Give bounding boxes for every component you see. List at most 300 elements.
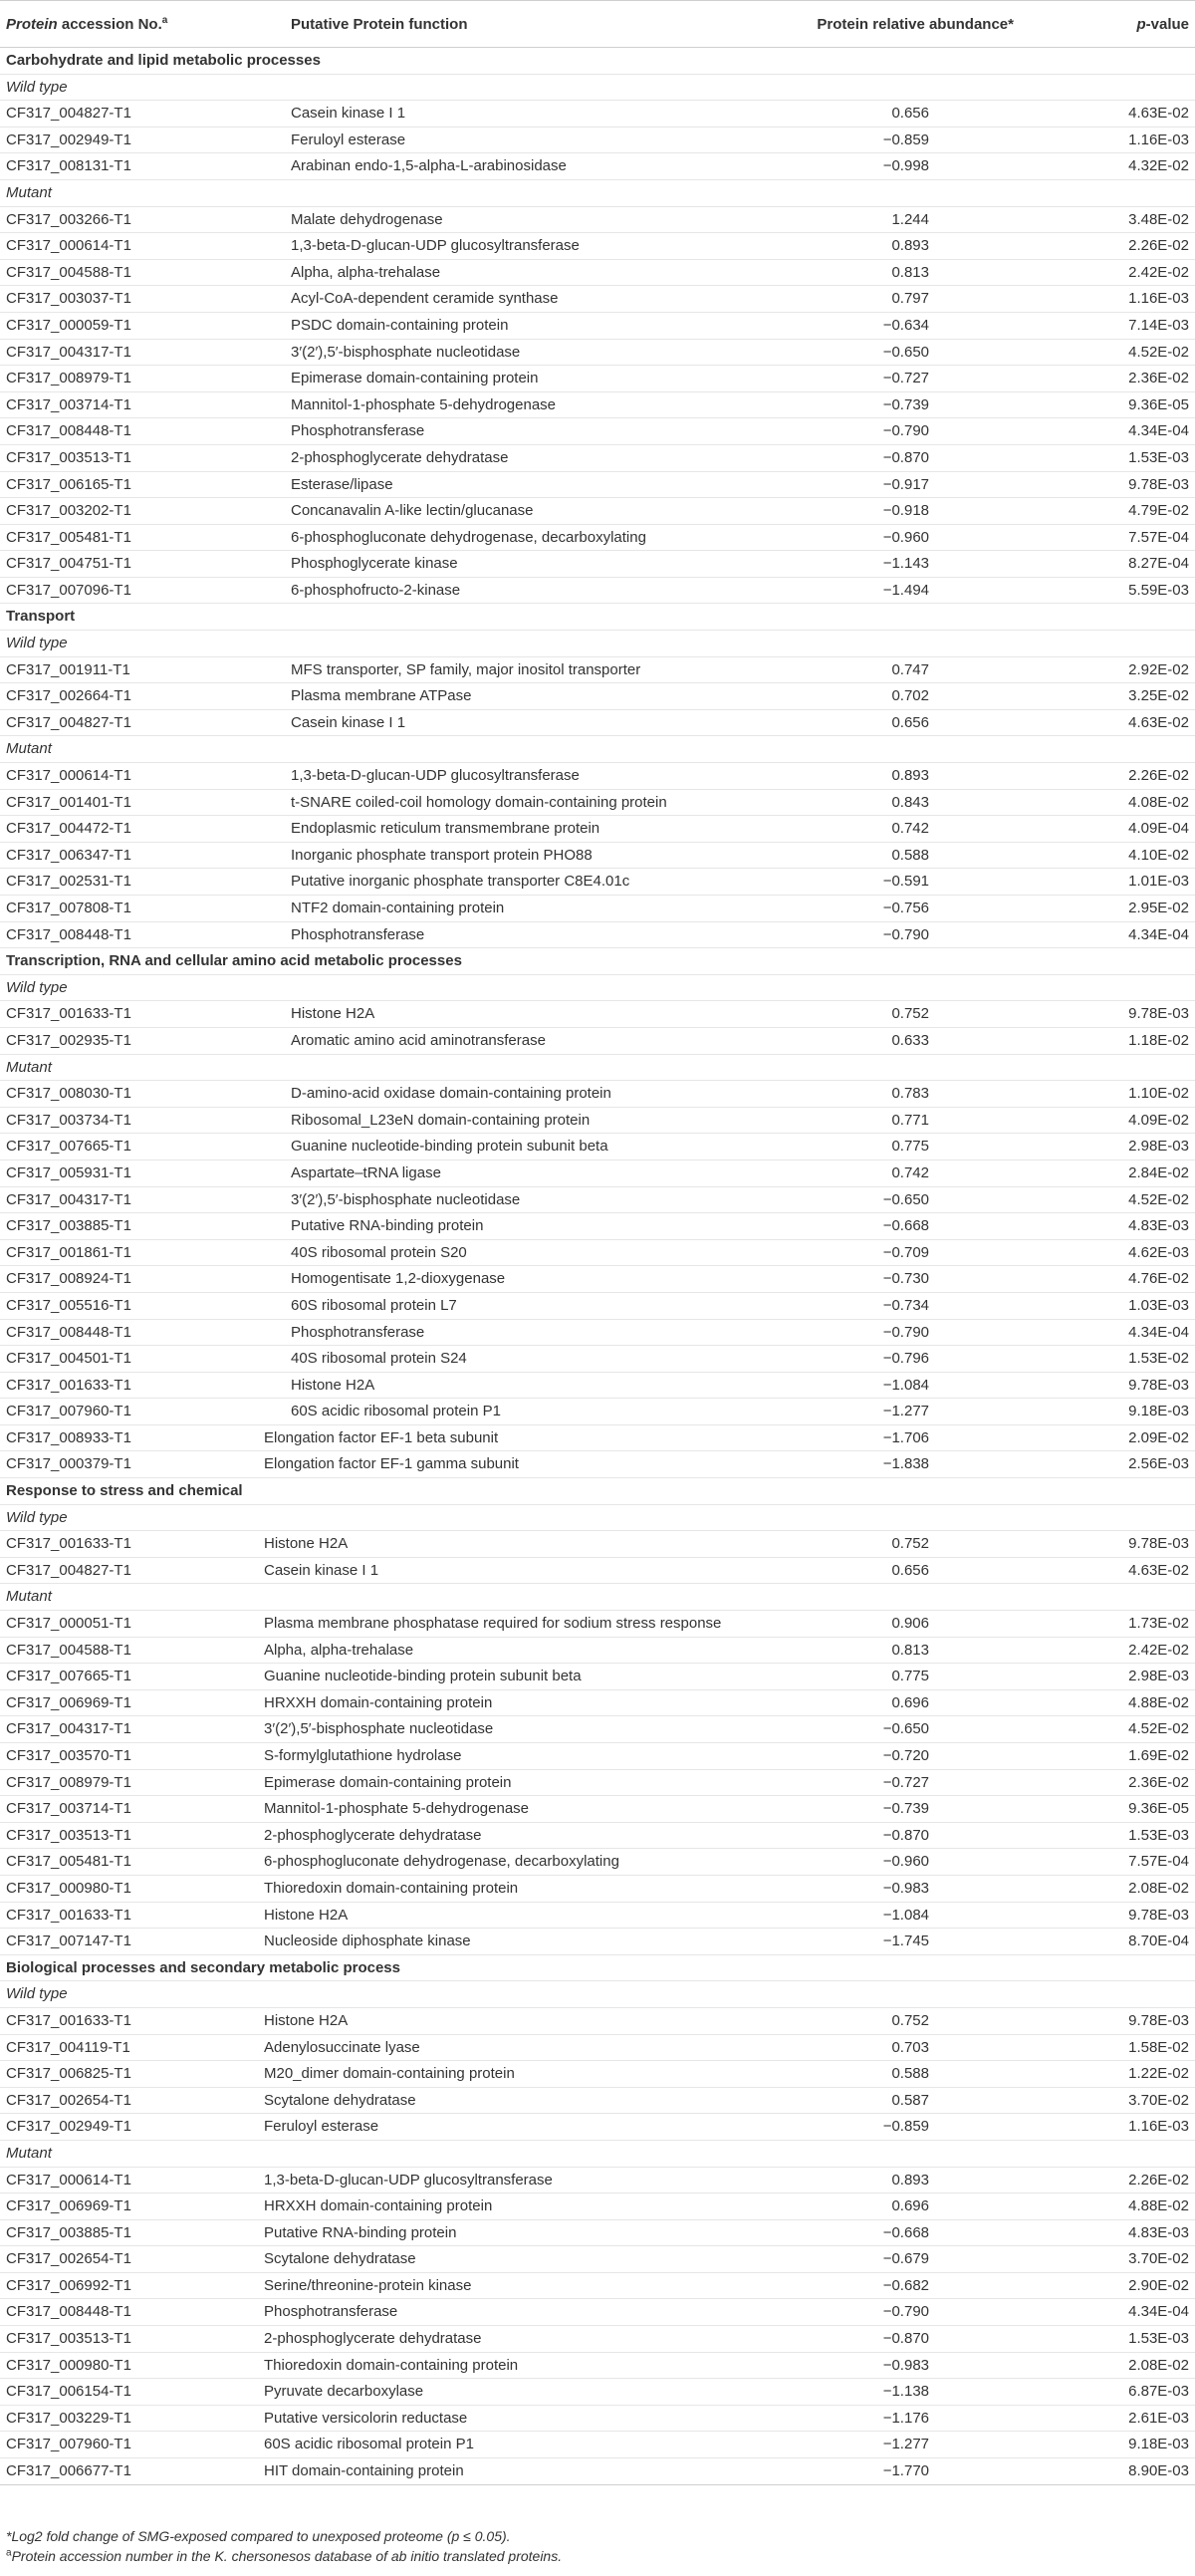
cell-accession: CF317_007960-T1 xyxy=(6,1403,131,1420)
cell-abundance: −0.870 xyxy=(882,1826,929,1844)
table-row xyxy=(0,551,1195,578)
cell-pvalue: 4.08E-02 xyxy=(1128,793,1189,811)
cell-pvalue: 4.88E-02 xyxy=(1128,2197,1189,2215)
cell-pvalue: 4.34E-04 xyxy=(1128,1323,1189,1341)
cell-function: Concanavalin A-like lectin/glucanase xyxy=(291,502,534,520)
table-row xyxy=(0,1399,1195,1425)
cell-abundance: −0.634 xyxy=(882,316,929,334)
cell-function: M20_dimer domain-containing protein xyxy=(264,2065,515,2083)
cell-pvalue: 9.78E-03 xyxy=(1128,1906,1189,1924)
cell-abundance: 0.893 xyxy=(891,767,929,785)
cell-abundance: 0.656 xyxy=(891,105,929,123)
cell-pvalue: 4.63E-02 xyxy=(1128,713,1189,731)
cell-function: Scytalone dehydratase xyxy=(264,2250,416,2268)
cell-function: Arabinan endo-1,5-alpha-L-arabinosidase xyxy=(291,157,567,175)
category-title: Transport xyxy=(6,608,76,626)
table-row xyxy=(0,313,1195,340)
cell-pvalue: 4.34E-04 xyxy=(1128,2303,1189,2321)
cell-abundance: 0.588 xyxy=(891,846,929,864)
cell-abundance: −0.668 xyxy=(882,2223,929,2241)
cell-function: Feruloyl esterase xyxy=(264,2118,379,2136)
cell-pvalue: 2.09E-02 xyxy=(1128,1428,1189,1446)
cell-pvalue: 7.57E-04 xyxy=(1128,1853,1189,1871)
cell-abundance: 0.906 xyxy=(891,1615,929,1633)
cell-pvalue: 2.42E-02 xyxy=(1128,1641,1189,1659)
cell-abundance: −0.983 xyxy=(882,2356,929,2374)
table-row xyxy=(0,472,1195,499)
cell-function: 1,3-beta-D-glucan-UDP glucosyltransferase xyxy=(291,237,580,255)
cell-abundance: 0.703 xyxy=(891,2038,929,2056)
cell-abundance: 0.633 xyxy=(891,1031,929,1049)
cell-pvalue: 4.09E-02 xyxy=(1128,1111,1189,1129)
cell-abundance: 0.752 xyxy=(891,2011,929,2029)
footnote-a: $^a$Protein accession number in the K. chersonesos database of ab initio translated proteins. xyxy=(6,2547,563,2564)
cell-abundance: −0.739 xyxy=(882,1800,929,1818)
cell-pvalue: 4.63E-02 xyxy=(1128,105,1189,123)
table-row xyxy=(0,1240,1195,1267)
category-title: Carbohydrate and lipid metabolic processes xyxy=(6,52,321,69)
cell-function: Serine/threonine-protein kinase xyxy=(264,2276,472,2294)
cell-abundance: −0.720 xyxy=(882,1747,929,1764)
cell-abundance: 0.752 xyxy=(891,1535,929,1553)
cell-abundance: 0.771 xyxy=(891,1111,929,1129)
cell-abundance: 0.783 xyxy=(891,1085,929,1103)
table-row xyxy=(0,1611,1195,1638)
cell-abundance: −0.960 xyxy=(882,528,929,546)
cell-accession: CF317_008448-T1 xyxy=(6,1323,131,1341)
cell-pvalue: 3.25E-02 xyxy=(1128,687,1189,705)
cell-abundance: −0.790 xyxy=(882,925,929,943)
cell-function: Aspartate–tRNA ligase xyxy=(291,1163,441,1181)
cell-accession: CF317_001861-T1 xyxy=(6,1243,131,1261)
cell-accession: CF317_000614-T1 xyxy=(6,237,131,255)
cell-pvalue: 2.92E-02 xyxy=(1128,660,1189,678)
cell-abundance: 0.775 xyxy=(891,1668,929,1685)
table-row xyxy=(0,763,1195,790)
cell-accession: CF317_008448-T1 xyxy=(6,925,131,943)
cell-abundance: 1.244 xyxy=(891,210,929,228)
cell-accession: CF317_007960-T1 xyxy=(6,2436,131,2453)
table-row xyxy=(0,710,1195,737)
cell-accession: CF317_006825-T1 xyxy=(6,2065,131,2083)
table-row xyxy=(0,1108,1195,1135)
cell-abundance: −1.143 xyxy=(882,555,929,573)
table-header-row xyxy=(0,0,1195,48)
table-row xyxy=(0,1028,1195,1055)
cell-pvalue: 8.70E-04 xyxy=(1128,1932,1189,1950)
cell-abundance: −0.727 xyxy=(882,1773,929,1791)
cell-function: Feruloyl esterase xyxy=(291,130,406,148)
cell-pvalue: 9.78E-03 xyxy=(1128,1376,1189,1394)
cell-accession: CF317_000379-T1 xyxy=(6,1455,131,1473)
cell-function: Putative RNA-binding protein xyxy=(264,2223,457,2241)
group-label-row xyxy=(0,736,1195,763)
cell-function: 2-phosphoglycerate dehydratase xyxy=(291,448,509,466)
cell-accession: CF317_008030-T1 xyxy=(6,1085,131,1103)
table-row xyxy=(0,153,1195,180)
cell-pvalue: 1.16E-03 xyxy=(1128,290,1189,308)
cell-accession: CF317_003202-T1 xyxy=(6,502,131,520)
table-row xyxy=(0,1531,1195,1558)
cell-abundance: 0.742 xyxy=(891,1163,929,1181)
cell-function: Histone H2A xyxy=(264,1535,349,1553)
cell-function: Elongation factor EF-1 gamma subunit xyxy=(264,1455,519,1473)
cell-function: 3′(2′),5′-bisphosphate nucleotidase xyxy=(264,1720,494,1738)
cell-accession: CF317_007096-T1 xyxy=(6,581,131,599)
table-row xyxy=(0,445,1195,472)
cell-accession: CF317_001633-T1 xyxy=(6,1376,131,1394)
cell-abundance: −0.998 xyxy=(882,157,929,175)
cell-pvalue: 7.57E-04 xyxy=(1128,528,1189,546)
table-row xyxy=(0,1876,1195,1903)
cell-pvalue: 1.18E-02 xyxy=(1128,1031,1189,1049)
cell-abundance: −0.709 xyxy=(882,1243,929,1261)
cell-function: 1,3-beta-D-glucan-UDP glucosyltransferase xyxy=(264,2171,553,2189)
cell-pvalue: 1.53E-03 xyxy=(1128,448,1189,466)
cell-accession: CF317_004317-T1 xyxy=(6,343,131,361)
table-row xyxy=(0,1081,1195,1108)
table-row xyxy=(0,2458,1195,2485)
table-row xyxy=(0,1638,1195,1665)
cell-abundance: −0.918 xyxy=(882,502,929,520)
cell-abundance: −0.650 xyxy=(882,343,929,361)
cell-accession: CF317_002949-T1 xyxy=(6,130,131,148)
table-row xyxy=(0,790,1195,817)
group-label: Mutant xyxy=(6,2144,52,2162)
cell-accession: CF317_003229-T1 xyxy=(6,2409,131,2427)
table-row xyxy=(0,2114,1195,2141)
cell-accession: CF317_002664-T1 xyxy=(6,687,131,705)
cell-pvalue: 1.73E-02 xyxy=(1128,1615,1189,1633)
cell-function: 60S acidic ribosomal protein P1 xyxy=(264,2436,474,2453)
cell-abundance: −1.138 xyxy=(882,2383,929,2401)
cell-pvalue: 1.53E-02 xyxy=(1128,1350,1189,1368)
cell-function: Phosphoglycerate kinase xyxy=(291,555,458,573)
cell-accession: CF317_007147-T1 xyxy=(6,1932,131,1950)
table-row xyxy=(0,525,1195,552)
cell-accession: CF317_000059-T1 xyxy=(6,316,131,334)
cell-function: Malate dehydrogenase xyxy=(291,210,443,228)
cell-abundance: −0.682 xyxy=(882,2276,929,2294)
cell-abundance: −0.668 xyxy=(882,1217,929,1235)
cell-accession: CF317_008979-T1 xyxy=(6,370,131,387)
cell-pvalue: 4.34E-04 xyxy=(1128,422,1189,440)
cell-abundance: 0.587 xyxy=(891,2091,929,2109)
cell-function: 60S ribosomal protein L7 xyxy=(291,1296,457,1314)
cell-abundance: −0.790 xyxy=(882,422,929,440)
cell-accession: CF317_001633-T1 xyxy=(6,1005,131,1023)
cell-pvalue: 2.56E-03 xyxy=(1128,1455,1189,1473)
cell-function: NTF2 domain-containing protein xyxy=(291,900,505,916)
cell-abundance: 0.843 xyxy=(891,793,929,811)
cell-accession: CF317_006347-T1 xyxy=(6,846,131,864)
table-row xyxy=(0,392,1195,419)
cell-abundance: −1.277 xyxy=(882,1403,929,1420)
cell-pvalue: 2.61E-03 xyxy=(1128,2409,1189,2427)
cell-pvalue: 4.32E-02 xyxy=(1128,157,1189,175)
table-row xyxy=(0,816,1195,843)
table-row xyxy=(0,498,1195,525)
table-row xyxy=(0,418,1195,445)
cell-accession: CF317_003714-T1 xyxy=(6,395,131,413)
cell-abundance: −1.277 xyxy=(882,2436,929,2453)
cell-accession: CF317_006165-T1 xyxy=(6,475,131,493)
cell-function: Phosphotransferase xyxy=(264,2303,398,2321)
cell-pvalue: 2.98E-03 xyxy=(1128,1138,1189,1156)
cell-accession: CF317_002949-T1 xyxy=(6,2118,131,2136)
cell-function: Histone H2A xyxy=(264,1906,349,1924)
cell-function: Histone H2A xyxy=(291,1005,375,1023)
cell-function: Phosphotransferase xyxy=(291,1323,425,1341)
table-row xyxy=(0,366,1195,392)
cell-accession: CF317_000980-T1 xyxy=(6,1879,131,1897)
cell-abundance: 0.747 xyxy=(891,660,929,678)
cell-function: 6-phosphogluconate dehydrogenase, decarboxylating xyxy=(291,528,646,546)
cell-abundance: −0.859 xyxy=(882,130,929,148)
cell-accession: CF317_000614-T1 xyxy=(6,767,131,785)
cell-accession: CF317_004588-T1 xyxy=(6,263,131,281)
cell-abundance: −1.745 xyxy=(882,1932,929,1950)
cell-pvalue: 5.59E-03 xyxy=(1128,581,1189,599)
cell-pvalue: 1.10E-02 xyxy=(1128,1085,1189,1103)
table-row xyxy=(0,843,1195,870)
table-row xyxy=(0,1796,1195,1823)
table-row xyxy=(0,2326,1195,2353)
group-label-row xyxy=(0,1981,1195,2008)
cell-abundance: −0.730 xyxy=(882,1270,929,1288)
cell-pvalue: 8.27E-04 xyxy=(1128,555,1189,573)
cell-pvalue: 9.36E-05 xyxy=(1128,1800,1189,1818)
header-pvalue: p-value xyxy=(1136,16,1189,33)
cell-accession: CF317_002654-T1 xyxy=(6,2091,131,2109)
group-label: Mutant xyxy=(6,1588,52,1606)
cell-abundance: 0.656 xyxy=(891,713,929,731)
cell-accession: CF317_005516-T1 xyxy=(6,1296,131,1314)
cell-accession: CF317_008448-T1 xyxy=(6,2303,131,2321)
category-row xyxy=(0,604,1195,631)
cell-abundance: 0.702 xyxy=(891,687,929,705)
table-row xyxy=(0,1451,1195,1478)
table-row xyxy=(0,1266,1195,1293)
cell-function: Phosphotransferase xyxy=(291,925,425,943)
table-row xyxy=(0,207,1195,234)
table-row xyxy=(0,128,1195,154)
table-row xyxy=(0,2193,1195,2220)
cell-pvalue: 9.36E-05 xyxy=(1128,395,1189,413)
cell-abundance: −0.650 xyxy=(882,1190,929,1208)
table-row xyxy=(0,2246,1195,2273)
cell-accession: CF317_004501-T1 xyxy=(6,1350,131,1368)
table-row xyxy=(0,896,1195,922)
cell-function: 2-phosphoglycerate dehydratase xyxy=(264,1826,482,1844)
cell-accession: CF317_001633-T1 xyxy=(6,1906,131,1924)
cell-accession: CF317_001911-T1 xyxy=(6,660,130,678)
cell-pvalue: 1.16E-03 xyxy=(1128,2118,1189,2136)
cell-function: 6-phosphogluconate dehydrogenase, decarboxylating xyxy=(264,1853,619,1871)
cell-accession: CF317_003885-T1 xyxy=(6,1217,131,1235)
cell-function: Plasma membrane ATPase xyxy=(291,687,472,705)
category-row xyxy=(0,1478,1195,1505)
table-row xyxy=(0,683,1195,710)
cell-pvalue: 2.95E-02 xyxy=(1128,900,1189,916)
cell-pvalue: 4.52E-02 xyxy=(1128,1720,1189,1738)
cell-pvalue: 1.53E-03 xyxy=(1128,2330,1189,2348)
cell-function: 40S ribosomal protein S24 xyxy=(291,1350,467,1368)
group-label-row xyxy=(0,975,1195,1002)
cell-function: Putative inorganic phosphate transporter C8E4.01c xyxy=(291,873,630,891)
cell-function: Casein kinase I 1 xyxy=(264,1561,379,1579)
cell-function: Alpha, alpha-trehalase xyxy=(264,1641,414,1659)
cell-pvalue: 9.78E-03 xyxy=(1128,2011,1189,2029)
cell-accession: CF317_004827-T1 xyxy=(6,713,131,731)
cell-pvalue: 4.83E-03 xyxy=(1128,1217,1189,1235)
table-row xyxy=(0,1903,1195,1930)
cell-function: Mannitol-1-phosphate 5-dehydrogenase xyxy=(264,1800,530,1818)
table-row xyxy=(0,101,1195,128)
table-row xyxy=(0,1690,1195,1717)
table-row xyxy=(0,2299,1195,2326)
cell-function: Mannitol-1-phosphate 5-dehydrogenase xyxy=(291,395,557,413)
cell-abundance: −0.870 xyxy=(882,448,929,466)
group-label-row xyxy=(0,2141,1195,2168)
group-label-row xyxy=(0,180,1195,207)
cell-pvalue: 4.10E-02 xyxy=(1128,846,1189,864)
table-row xyxy=(0,286,1195,313)
cell-function: Plasma membrane phosphatase required for sodium stress response xyxy=(264,1615,722,1633)
cell-abundance: −0.917 xyxy=(882,475,929,493)
cell-function: Ribosomal_L23eN domain-containing protein xyxy=(291,1111,591,1129)
cell-function: Homogentisate 1,2-dioxygenase xyxy=(291,1270,506,1288)
cell-function: Nucleoside diphosphate kinase xyxy=(264,1932,471,1950)
cell-accession: CF317_004317-T1 xyxy=(6,1190,131,1208)
table-row xyxy=(0,260,1195,287)
table-row xyxy=(0,1213,1195,1240)
cell-accession: CF317_000614-T1 xyxy=(6,2171,131,2189)
group-label: Mutant xyxy=(6,183,52,201)
cell-abundance: −1.084 xyxy=(882,1376,929,1394)
cell-abundance: −0.790 xyxy=(882,2303,929,2321)
cell-abundance: 0.752 xyxy=(891,1005,929,1023)
category-title: Transcription, RNA and cellular amino acid metabolic processes xyxy=(6,952,462,970)
cell-pvalue: 4.62E-03 xyxy=(1128,1243,1189,1261)
table-row xyxy=(0,1320,1195,1347)
group-label: Wild type xyxy=(6,1985,68,2003)
cell-pvalue: 1.53E-03 xyxy=(1128,1826,1189,1844)
table-row xyxy=(0,2168,1195,2194)
header-abundance: Protein relative abundance* xyxy=(817,16,1014,33)
cell-accession: CF317_002935-T1 xyxy=(6,1031,131,1049)
table-body xyxy=(0,48,1195,2485)
table-row xyxy=(0,1770,1195,1797)
cell-function: Guanine nucleotide-binding protein subunit beta xyxy=(264,1668,582,1685)
category-title: Response to stress and chemical xyxy=(6,1482,243,1500)
cell-accession: CF317_006677-T1 xyxy=(6,2462,131,2480)
table-row xyxy=(0,1849,1195,1876)
group-label: Wild type xyxy=(6,635,68,652)
cell-abundance: −1.494 xyxy=(882,581,929,599)
cell-function: D-amino-acid oxidase domain-containing protein xyxy=(291,1085,611,1103)
group-label-row xyxy=(0,631,1195,657)
cell-accession: CF317_008933-T1 xyxy=(6,1428,131,1446)
cell-pvalue: 2.26E-02 xyxy=(1128,237,1189,255)
cell-pvalue: 4.09E-04 xyxy=(1128,820,1189,838)
table-row xyxy=(0,1160,1195,1187)
cell-pvalue: 2.84E-02 xyxy=(1128,1163,1189,1181)
cell-pvalue: 3.48E-02 xyxy=(1128,210,1189,228)
cell-abundance: −1.838 xyxy=(882,1455,929,1473)
cell-pvalue: 1.16E-03 xyxy=(1128,130,1189,148)
table-row xyxy=(0,2088,1195,2115)
cell-abundance: −0.739 xyxy=(882,395,929,413)
cell-accession: CF317_003513-T1 xyxy=(6,2330,131,2348)
cell-abundance: −0.796 xyxy=(882,1350,929,1368)
cell-pvalue: 2.36E-02 xyxy=(1128,1773,1189,1791)
cell-pvalue: 9.78E-03 xyxy=(1128,1535,1189,1553)
cell-accession: CF317_004317-T1 xyxy=(6,1720,131,1738)
cell-function: Aromatic amino acid aminotransferase xyxy=(291,1031,546,1049)
table-row xyxy=(0,1425,1195,1452)
cell-accession: CF317_008924-T1 xyxy=(6,1270,131,1288)
cell-function: 1,3-beta-D-glucan-UDP glucosyltransferase xyxy=(291,767,580,785)
cell-abundance: −0.870 xyxy=(882,2330,929,2348)
cell-function: 3′(2′),5′-bisphosphate nucleotidase xyxy=(291,343,521,361)
cell-function: Epimerase domain-containing protein xyxy=(264,1773,512,1791)
cell-function: Scytalone dehydratase xyxy=(264,2091,416,2109)
cell-accession: CF317_006969-T1 xyxy=(6,2197,131,2215)
table-row xyxy=(0,869,1195,896)
cell-abundance: −0.790 xyxy=(882,1323,929,1341)
table-row xyxy=(0,1716,1195,1743)
cell-function: Guanine nucleotide-binding protein subunit beta xyxy=(291,1138,608,1156)
cell-abundance: 0.656 xyxy=(891,1561,929,1579)
cell-function: HRXXH domain-containing protein xyxy=(264,2197,493,2215)
table-row xyxy=(0,2035,1195,2062)
category-row xyxy=(0,1955,1195,1982)
cell-accession: CF317_008131-T1 xyxy=(6,157,131,175)
cell-pvalue: 2.42E-02 xyxy=(1128,263,1189,281)
table-row xyxy=(0,578,1195,605)
cell-abundance: −0.727 xyxy=(882,370,929,387)
cell-function: Epimerase domain-containing protein xyxy=(291,370,539,387)
table-row xyxy=(0,1373,1195,1400)
cell-abundance: −0.650 xyxy=(882,1720,929,1738)
table-row xyxy=(0,657,1195,684)
cell-function: Elongation factor EF-1 beta subunit xyxy=(264,1428,499,1446)
cell-function: 3′(2′),5′-bisphosphate nucleotidase xyxy=(291,1190,521,1208)
cell-accession: CF317_003714-T1 xyxy=(6,1800,131,1818)
cell-abundance: 0.696 xyxy=(891,2197,929,2215)
group-label: Mutant xyxy=(6,740,52,758)
cell-pvalue: 1.03E-03 xyxy=(1128,1296,1189,1314)
cell-pvalue: 2.36E-02 xyxy=(1128,370,1189,387)
header-function: Putative Protein function xyxy=(291,16,468,33)
cell-accession: CF317_002654-T1 xyxy=(6,2250,131,2268)
table-row xyxy=(0,2379,1195,2406)
table-row xyxy=(0,2273,1195,2300)
table-row xyxy=(0,1293,1195,1320)
cell-pvalue: 1.58E-02 xyxy=(1128,2038,1189,2056)
cell-accession: CF317_003266-T1 xyxy=(6,210,131,228)
footnotes xyxy=(6,2526,562,2566)
cell-accession: CF317_005481-T1 xyxy=(6,1853,131,1871)
cell-accession: CF317_003734-T1 xyxy=(6,1111,131,1129)
group-label-row xyxy=(0,1505,1195,1532)
group-label-row xyxy=(0,75,1195,102)
cell-abundance: 0.775 xyxy=(891,1138,929,1156)
table-row xyxy=(0,2406,1195,2433)
table-row xyxy=(0,1134,1195,1160)
cell-function: Putative RNA-binding protein xyxy=(291,1217,484,1235)
